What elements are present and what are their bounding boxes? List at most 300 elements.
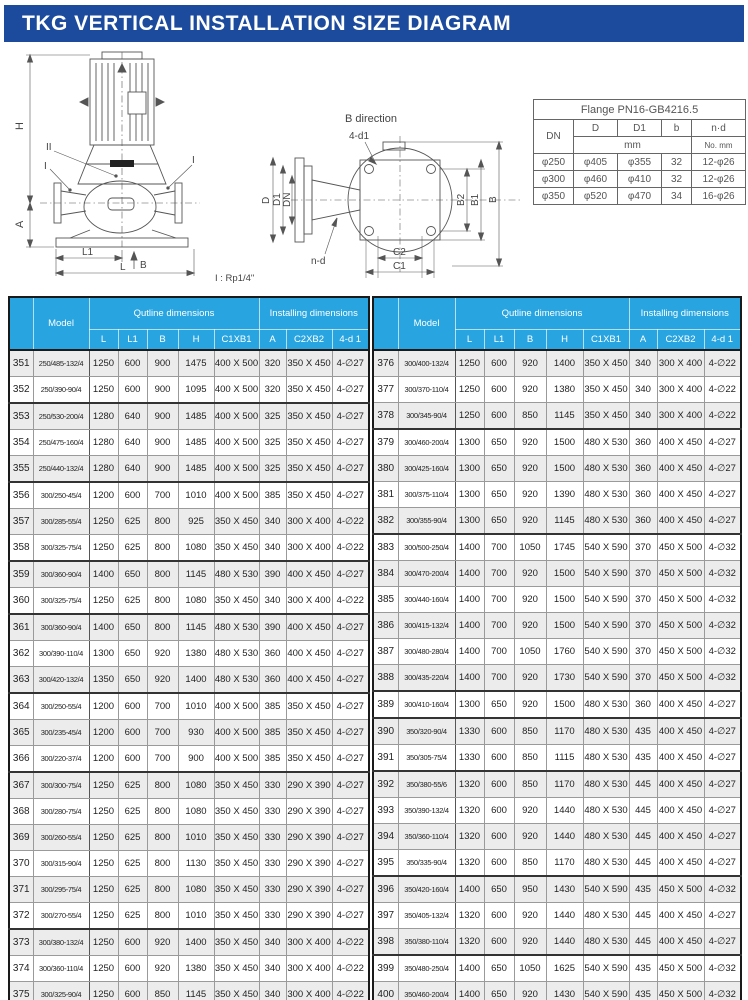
dimension-cell: 1300 [89,641,118,667]
dimension-cell: 1115 [546,745,583,772]
dimension-cell: 1320 [455,771,484,798]
dimension-cell: 360 [259,667,286,694]
model-cell: 250/530-200/4 [33,403,89,430]
dimension-cell: 1400 [455,665,484,692]
row-number-cell: 369 [9,825,33,851]
flange-unit-nd: No. mm [692,137,746,154]
dimension-cell: 600 [118,720,147,746]
row-number-cell: 391 [373,745,398,772]
dimension-cell: 400 X 500 [214,482,259,509]
dimension-cell: 400 X 450 [286,614,332,641]
row-number-cell: 386 [373,613,398,639]
dimension-cell: 300 X 400 [657,350,704,377]
dimension-cell: 1250 [455,350,484,377]
model-cell: 300/360-110/4 [33,956,89,982]
dimension-cell: 350 X 450 [583,377,629,403]
dimension-cell: 1350 [89,667,118,694]
dimension-cell: 1390 [546,482,583,508]
dimension-cell: 1500 [546,587,583,613]
dimension-cell: 1250 [455,377,484,403]
dimension-cell: 600 [484,798,514,824]
dimension-cell: 350 X 450 [214,982,259,1000]
dim-label-c2: C2 [393,247,406,258]
flange-col-dn: DN [534,120,574,154]
dimension-cell: 450 X 500 [657,534,704,561]
col-a: A [259,330,286,351]
dimension-cell: 850 [514,718,546,745]
dimension-cell: 920 [514,982,546,1000]
dimension-cell: 1250 [89,929,118,956]
dimension-cell: 480 X 530 [583,482,629,508]
dimension-cell: 360 [259,641,286,667]
dimension-cell: 1170 [546,718,583,745]
dimension-cell: 480 X 530 [214,667,259,694]
dimension-cell: 625 [118,877,147,903]
dimension-cell: 650 [118,641,147,667]
dimension-cell: 950 [514,876,546,903]
dimension-cell: 4-∅27 [332,903,369,930]
dimension-cell: 1080 [178,877,214,903]
dim-label-l: L [120,262,126,273]
dimension-cell: 600 [118,956,147,982]
dimension-cell: 4-∅27 [332,430,369,456]
dimension-cell: 4-∅22 [332,588,369,615]
dimension-cell: 650 [118,667,147,694]
dimension-cell: 1430 [546,982,583,1000]
dimension-cell: 600 [118,929,147,956]
row-number-cell: 359 [9,561,33,588]
dimension-cell: 600 [484,377,514,403]
table-row [9,667,369,694]
port-label-i-right: I [192,155,195,166]
col-c1xb1: C1XB1 [214,330,259,351]
dimension-cell: 300 X 400 [286,956,332,982]
dimension-cell: 350 X 450 [286,403,332,430]
model-cell: 300/250-45/4 [33,482,89,509]
dim-label-b-overall: B [488,196,499,203]
dimension-cell: 1400 [455,876,484,903]
dimension-cell: 1145 [546,508,583,535]
note-i: I : Rp1/4" [215,273,255,284]
row-number-cell: 395 [373,850,398,877]
dimension-cell: 1050 [514,639,546,665]
dimension-cell: 1440 [546,798,583,824]
dimension-cell: 4-∅27 [332,772,369,799]
dimension-cell: 850 [514,745,546,772]
dimension-cell: 1400 [178,929,214,956]
dimension-cell: 625 [118,903,147,930]
dimension-cell: 800 [147,851,178,877]
table-row [9,746,369,773]
dimension-cell: 1010 [178,482,214,509]
dimension-cell: 300 X 400 [286,509,332,535]
dimension-cell: 340 [629,377,657,403]
row-number-cell: 377 [373,377,398,403]
col-l: L [89,330,118,351]
dimension-cell: 290 X 390 [286,772,332,799]
dimension-cell: 1170 [546,771,583,798]
dimension-cell: 600 [118,693,147,720]
dim-label-b2: B2 [456,193,467,206]
dimension-cell: 350 X 450 [214,825,259,851]
dimension-cell: 300 X 400 [657,377,704,403]
row-number-cell: 373 [9,929,33,956]
dimension-cell: 1320 [455,798,484,824]
dimension-cell: φ410 [618,171,662,188]
row-number-cell: 380 [373,456,398,482]
dimension-cell: 600 [484,850,514,877]
dimension-cell: 12-φ26 [692,171,746,188]
model-cell: 350/335-90/4 [398,850,455,877]
dimension-cell: 300 X 400 [286,982,332,1000]
dimension-cell: 480 X 530 [214,641,259,667]
dimension-cell: 650 [484,691,514,718]
dimension-cell: 340 [259,588,286,615]
dimension-cell: 1730 [546,665,583,692]
dimension-cell: 385 [259,482,286,509]
dimension-cell: 1400 [455,639,484,665]
dimension-cell: 350 X 450 [214,877,259,903]
dimension-cell: 600 [484,771,514,798]
table-row [9,641,369,667]
flange-col-nd: n·d [692,120,746,137]
table-row [9,403,369,430]
dimension-cell: 800 [147,799,178,825]
dimension-cell: 600 [484,403,514,430]
dimension-cell: 920 [514,350,546,377]
dimension-cell: 4-∅32 [704,587,741,613]
dimension-cell: φ470 [618,188,662,205]
dimension-cell: 1250 [89,982,118,1000]
dimension-cell: 4-∅27 [704,745,741,772]
model-cell: 300/400-132/4 [398,350,455,377]
dimension-cell: 900 [147,456,178,483]
model-cell: 300/390-110/4 [33,641,89,667]
table-row [373,824,741,850]
dimension-cell: 540 X 590 [583,665,629,692]
dimension-cell: 1250 [89,825,118,851]
row-number-cell: 375 [9,982,33,1000]
table-row [373,429,741,456]
dim-label-b: B [140,260,147,271]
row-number-cell: 358 [9,535,33,562]
col-l1: L1 [118,330,147,351]
dimension-cell: 1200 [89,746,118,773]
model-cell: 300/360-90/4 [33,561,89,588]
dimension-cell: 350 X 450 [286,430,332,456]
dimension-cell: 4-∅27 [332,561,369,588]
col-a: A [629,330,657,351]
table-row [9,509,369,535]
row-number-cell: 379 [373,429,398,456]
dimension-cell: 400 X 450 [657,691,704,718]
dimension-cell: 1145 [178,561,214,588]
dimension-cell: 450 X 500 [657,561,704,587]
model-cell: 300/270-55/4 [33,903,89,930]
dimension-cell: 400 X 500 [214,720,259,746]
table-row [9,929,369,956]
dimension-cell: φ355 [618,154,662,171]
table-row [373,798,741,824]
dimension-cell: 350 X 450 [214,956,259,982]
table-row [373,665,741,692]
dimension-cell: 4-∅27 [332,614,369,641]
dimension-cell: 4-∅27 [704,850,741,877]
dimension-cell: 370 [629,587,657,613]
dimension-cell: 4-∅27 [332,403,369,430]
row-number-cell: 364 [9,693,33,720]
dimension-cell: 640 [118,430,147,456]
row-number-cell: 385 [373,587,398,613]
dimension-cell: 12-φ26 [692,154,746,171]
table-row [9,535,369,562]
dimension-cell: 540 X 590 [583,876,629,903]
table-row [373,771,741,798]
table-row [373,508,741,535]
dimension-cell: 400 X 500 [214,693,259,720]
row-number-cell: 371 [9,877,33,903]
model-cell: 300/420-132/4 [33,667,89,694]
dimension-cell: 4-∅32 [704,876,741,903]
model-cell: 350/320-90/4 [398,718,455,745]
dimension-cell: 640 [118,456,147,483]
table-row [373,350,741,377]
dimension-cell: 340 [259,929,286,956]
dimension-cell: 1320 [455,929,484,956]
model-cell: 300/425-160/4 [398,456,455,482]
row-number-cell: 400 [373,982,398,1000]
dimension-cell: 1050 [514,955,546,982]
dimension-cell: 480 X 530 [583,798,629,824]
dimension-cell: 850 [514,403,546,430]
dimension-cell: 350 X 450 [214,772,259,799]
dimension-cell: 920 [514,456,546,482]
dimension-cell: 4-∅27 [332,456,369,483]
dimension-cell: 1250 [89,799,118,825]
row-number-cell: 388 [373,665,398,692]
dimension-cell: 370 [629,561,657,587]
col-c2xb2: C2XB2 [657,330,704,351]
table-row [373,639,741,665]
table-row [9,903,369,930]
table-row [534,188,746,205]
table-row [373,955,741,982]
table-row [373,718,741,745]
dimension-cell: 600 [118,377,147,404]
dimension-cell: 4-∅22 [704,403,741,430]
dimension-cell: 4-∅27 [704,903,741,929]
table-row [373,691,741,718]
dimension-cell: 540 X 590 [583,534,629,561]
table-row [9,430,369,456]
outline-dimensions-header: Qutline dimensions [455,297,629,330]
dimension-cell: 800 [147,877,178,903]
dimension-cell: 850 [147,982,178,1000]
dimension-cell: 540 X 590 [583,982,629,1000]
dimension-cell: 350 X 450 [214,929,259,956]
dimension-cell: 1625 [546,955,583,982]
row-number-cell: 357 [9,509,33,535]
dimension-cell: 450 X 500 [657,665,704,692]
table-row [373,534,741,561]
dimension-cell: 1080 [178,772,214,799]
table-row [9,772,369,799]
model-cell: 300/355-90/4 [398,508,455,535]
dimension-cell: 370 [629,639,657,665]
model-cell: 300/295-75/4 [33,877,89,903]
dimension-cell: 4-∅27 [332,482,369,509]
dimension-cell: 920 [514,377,546,403]
dimension-cell: 1170 [546,850,583,877]
dimension-cell: 1330 [455,718,484,745]
dimension-cell: 850 [514,771,546,798]
dimension-cell: 1300 [455,508,484,535]
dimension-cell: 350 X 450 [286,377,332,404]
dimension-cell: 350 X 450 [286,350,332,377]
dimension-cell: 920 [514,508,546,535]
dimension-cell: 1250 [89,851,118,877]
b-direction-label: B direction [345,113,397,125]
dim-label-d: D [261,196,272,204]
model-cell: 300/280-75/4 [33,799,89,825]
dimension-cell: 330 [259,877,286,903]
dimension-cell: 480 X 530 [583,456,629,482]
dimension-cell: 1400 [178,667,214,694]
dimension-cell: 340 [259,956,286,982]
row-number-cell: 387 [373,639,398,665]
row-number-cell: 378 [373,403,398,430]
dimension-cell: 4-∅22 [332,956,369,982]
row-number-cell: φ350 [534,188,574,205]
dimension-cell: 4-∅22 [704,377,741,403]
dimension-cell: 370 [629,665,657,692]
row-number-cell: 351 [9,350,33,377]
dimension-cell: 1300 [455,482,484,508]
row-number-cell: 352 [9,377,33,404]
dimension-cell: 4-∅27 [332,667,369,694]
dimension-cell: 4-∅27 [704,824,741,850]
dimension-cell: 1250 [89,877,118,903]
dimension-cell: 920 [147,667,178,694]
table-row [9,851,369,877]
dimension-cell: 1400 [89,561,118,588]
dimension-cell: 350 X 450 [214,799,259,825]
table-row [373,850,741,877]
dimension-cell: 1400 [455,534,484,561]
model-cell: 300/285-55/4 [33,509,89,535]
table-row [373,876,741,903]
dimension-cell: 4-∅32 [704,613,741,639]
row-number-cell: 394 [373,824,398,850]
dimension-cell: 600 [484,903,514,929]
model-cell: 300/470-200/4 [398,561,455,587]
model-cell: φ405 [574,154,618,171]
dimension-cell: 540 X 590 [583,587,629,613]
model-cell: 300/325-75/4 [33,588,89,615]
dimension-cell: 700 [484,534,514,561]
dimension-cell: 1250 [89,377,118,404]
dimension-cell: 4-∅22 [332,535,369,562]
dimension-cell: 920 [514,665,546,692]
dimension-cell: 650 [484,429,514,456]
dimension-cell: 625 [118,772,147,799]
dimension-cell: 1475 [178,350,214,377]
dimension-cell: 1145 [178,982,214,1000]
dimension-cell: 400 X 450 [657,429,704,456]
dimension-cell: 1330 [455,745,484,772]
model-cell: 300/415-132/4 [398,613,455,639]
dimension-cell: 900 [147,377,178,404]
row-number-cell: 376 [373,350,398,377]
dimension-cell: 1380 [178,956,214,982]
port-label-i-left: I [44,161,47,172]
dimension-cell: 325 [259,403,286,430]
dimension-cell: 650 [484,876,514,903]
dimension-cell: 1500 [546,429,583,456]
dim-label-4d1: 4-d1 [349,131,370,142]
row-number-cell: 390 [373,718,398,745]
dimension-cell: 1400 [455,955,484,982]
table-row [9,825,369,851]
dimension-cell: 1130 [178,851,214,877]
dimension-cell: 4-∅27 [332,720,369,746]
dimension-cell: 370 [629,613,657,639]
dimension-cell: 625 [118,509,147,535]
table-row [373,982,741,1000]
dimension-cell: 1250 [89,350,118,377]
row-number-cell: 365 [9,720,33,746]
table-row [9,588,369,615]
table-row [9,693,369,720]
dimension-cell: 1200 [89,693,118,720]
dimension-cell: 480 X 530 [583,718,629,745]
dimension-cell: 650 [484,955,514,982]
dimension-cell: 1320 [455,850,484,877]
dimension-cell: 1380 [178,641,214,667]
dimension-cell: 650 [484,508,514,535]
row-number-cell: 397 [373,903,398,929]
row-number-cell: 389 [373,691,398,718]
dimension-cell: 700 [147,482,178,509]
dimension-cell: 290 X 390 [286,825,332,851]
dimension-cell: 290 X 390 [286,903,332,930]
dimension-cell: 445 [629,850,657,877]
col-b: B [147,330,178,351]
dimension-cell: 400 X 450 [657,824,704,850]
dimension-cell: 350 X 450 [214,535,259,562]
row-number-cell: 398 [373,929,398,956]
model-cell: φ460 [574,171,618,188]
dimension-cell: 390 [259,614,286,641]
table-row [9,956,369,982]
row-number-cell: 362 [9,641,33,667]
dimension-cell: 445 [629,824,657,850]
model-cell: 300/325-75/4 [33,535,89,562]
dimension-cell: 540 X 590 [583,613,629,639]
dimension-cell: 350 X 450 [214,509,259,535]
model-cell: 300/410-160/4 [398,691,455,718]
dimension-cell: 480 X 530 [583,903,629,929]
table-row [9,720,369,746]
row-number-cell: 384 [373,561,398,587]
dimension-cell: 330 [259,825,286,851]
dim-label-l1: L1 [82,247,94,258]
model-cell: 250/390-90/4 [33,377,89,404]
dimension-cell: 700 [484,613,514,639]
dimension-cell: 320 [259,350,286,377]
dimension-cell: 390 [259,561,286,588]
model-cell: 350/390-132/4 [398,798,455,824]
